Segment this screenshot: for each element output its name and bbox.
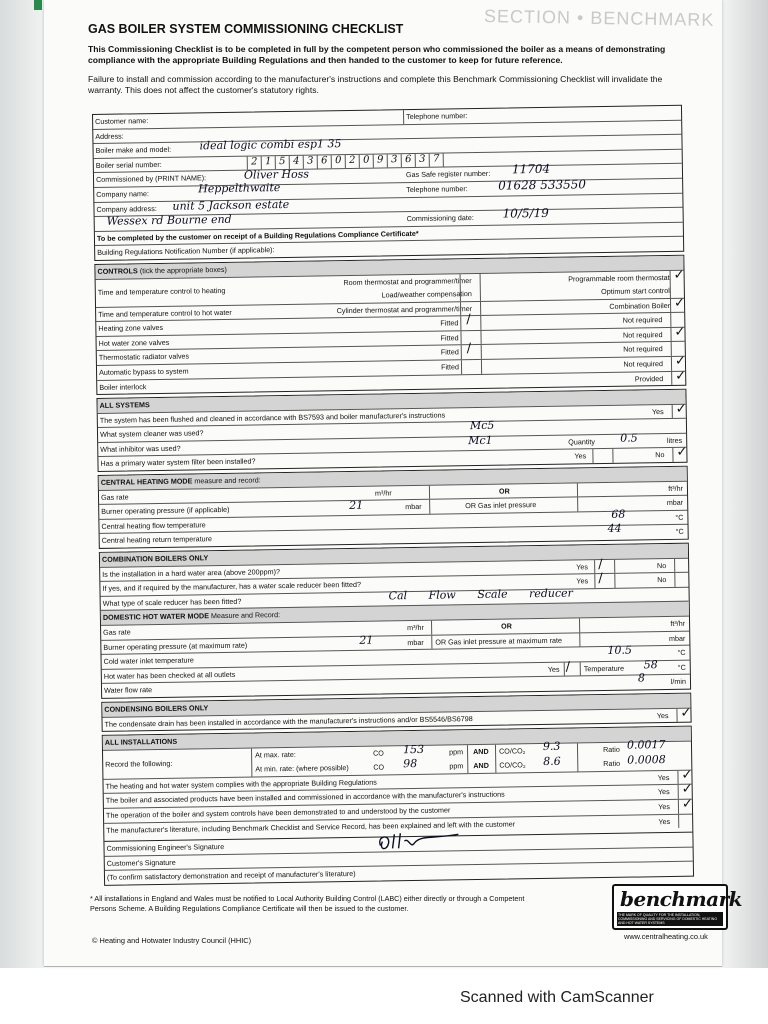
flow-rate-value: 8 [637,671,646,685]
flushed-label: The system has been flushed and cleaned in accordance with BS7593 and boiler manufacturer's instructions [99,410,446,425]
commissioned-by-value: Oliver Hoss [243,167,310,182]
controls-section [94,255,686,395]
cleaner-value: Mc5 [469,419,495,433]
telephone-label: Telephone number: [406,111,468,122]
customer-signature-label: Customer's Signature [106,857,176,868]
serial-digit: 3 [415,153,429,166]
tick-mark: ✓ [674,324,686,340]
mbar-unit: mbar [668,633,686,643]
dhw-header: DOMESTIC HOT WATER MODE [102,611,210,623]
degc-unit: °C [677,662,686,672]
flow-temp-value: 68 [611,507,626,521]
serial-digit: 3 [303,155,317,168]
or-text: OR [498,486,510,496]
tick-mark: ✓ [675,368,687,384]
yes-option: Yes [651,406,664,416]
room-thermostat-option: Room thermostat and programmer/timer [343,275,472,287]
max-co-value: 153 [402,742,425,756]
tick-mark: ✓ [680,705,692,721]
installations-header: ALL INSTALLATIONS [104,736,178,748]
yes-option: Yes [657,772,670,782]
scale-reducer-label: If yes, and if required by the manufacturer, has a water scale reducer been fitted? [102,580,361,594]
company-address-line1: unit 5 Jackson estate [172,197,290,213]
copyright: © Heating and Hotwater Industry Council (HHIC) [92,936,252,945]
all-systems-section [96,389,687,472]
bypass-label: Automatic bypass to system [98,366,189,377]
no-option: No [656,560,667,570]
mbar-unit: mbar [666,498,684,508]
tick-mark: ✓ [681,781,693,798]
fitted-option: Fitted [440,347,459,357]
max-co2-value: 9.3 [542,739,561,753]
combination-section [99,543,691,699]
tick-mark: / [598,571,603,587]
green-binder-strip [34,0,42,10]
or-text: OR [501,621,512,631]
yes-option: Yes [658,801,671,812]
fitted-option: Fitted [440,362,460,372]
logo-strapline: THE MARK OF QUALITY FOR THE INSTALLATION, COMMISSIONING AND SERVICING OF DOMESTIC HEATING AND HOT WATER SYSTEMS [617,912,723,926]
return-temp-value: 44 [607,522,622,536]
fitted-option: Fitted [440,318,459,328]
cold-inlet-label: Cold water inlet temperature [103,655,194,667]
flow-temp-label: Central heating flow temperature [101,520,206,531]
and-text: AND [472,746,489,756]
tick-mark: ✓ [673,295,686,311]
ppm-unit: ppm [448,747,464,757]
customer-name-label: Customer name: [95,116,149,126]
min-ratio-value: 0.0008 [627,752,666,767]
yes-option: Yes [574,451,587,461]
controls-header-note: (tick the appropriate boxes) [137,264,227,276]
serial-digit: 2 [345,155,359,168]
serial-digit: 0 [359,154,373,167]
page-edge [44,966,722,967]
ppm-unit: ppm [449,760,464,771]
co-label: CO [373,762,385,772]
m3hr-unit: m³/hr [407,622,424,633]
quantity-value: 0.5 [620,431,638,445]
tick-mark: ✓ [674,353,686,369]
tick-mark: / [565,659,571,675]
ch-header-note: measure and record: [192,475,261,486]
min-co2-value: 8.6 [543,754,561,768]
ch-header: CENTRAL HEATING MODE [100,476,193,487]
company-name-label: Company name: [96,189,150,199]
bleed-through-watermark: SECTION • BENCHMARK [483,5,715,31]
heating-zone-label: Heating zone valves [98,323,164,334]
logo-wordmark: benchmark [620,887,742,911]
interlock-label: Boiler interlock [99,381,147,392]
ratio-label: Ratio [603,758,621,768]
serial-digit: 5 [275,156,289,169]
company-telephone-value: 01628 533550 [498,177,587,193]
no-option: No [657,575,667,585]
cleaner-label: What system cleaner was used? [99,428,204,440]
combination-boiler-option: Combination Boiler [609,300,671,311]
dhw-burner-label: Burner operating pressure (at maximum rate) [103,640,248,652]
max-rate-label: At max. rate: [255,749,296,760]
co-label: CO [372,748,384,758]
serial-digit: 9 [373,154,387,167]
dhw-gas-rate-label: Gas rate [103,627,131,637]
ch-burner-value: 21 [349,499,364,513]
yes-option: Yes [547,664,560,674]
company-address-label: Company address: [96,203,157,214]
operation-label: The operation of the boiler and system controls have been demonstrated to and understood by the customer [105,805,451,820]
yes-option: Yes [576,561,588,572]
record-label: Record the following: [105,758,173,769]
tick-mark: ✓ [676,445,688,461]
serial-digit: 4 [289,155,303,168]
checklist-form [92,105,694,889]
return-temp-label: Central heating return temperature [101,534,213,546]
mbar-unit: mbar [405,502,422,512]
company-name-value: Heppelthwaite [198,181,281,196]
condensing-section [101,693,691,732]
not-required-option: Not required [623,344,663,354]
serial-digit: 7 [429,153,444,166]
mbar-unit: mbar [407,637,424,647]
engineer-signature-label: Commissioning Engineer's Signature [106,842,225,853]
degc-unit: °C [675,527,684,537]
warranty-paragraph: Failure to install and commission according to the manufacturer's instructions and complete this Benchmark Commissioning Checklist will invalidate the warranty. This does not affect the customer's statutory rights. [88,74,663,95]
condensate-label: The condensate drain has been installed in accordance with the manufacturer's instructions and/or BS5546/BS6798 [104,713,473,729]
hard-water-label: Is the installation in a hard water area (above 200ppm)? [102,566,281,579]
dhw-header-note: Measure and Record: [208,610,281,621]
website: www.centralheating.co.uk [624,932,708,941]
serial-digit: 3 [387,154,401,167]
company-telephone-label: Telephone number: [406,184,468,195]
not-required-option: Not required [623,358,664,369]
ch-gas-rate-label: Gas rate [100,492,129,502]
ft3hr-unit: ft³/hr [670,618,686,628]
ft3hr-unit: ft³/hr [668,483,684,493]
tick-mark: / [466,312,471,328]
ch-burner-label: Burner operating pressure (if applicable) [101,505,230,517]
page-title: GAS BOILER SYSTEM COMMISSIONING CHECKLIST [88,22,404,36]
yes-option: Yes [657,787,670,797]
benchmark-logo [612,884,742,930]
details-section [92,105,684,261]
cylinder-thermostat-option: Cylinder thermostat and programmer/timer [336,303,473,315]
notification-number-label: Building Regulations Notification Number (if applicable): [97,245,275,258]
co-co2-label: CO/CO₂ [499,760,526,770]
time-temp-hw-label: Time and temperature control to hot water [98,307,232,319]
degc-unit: °C [677,647,686,658]
all-installations-section [102,726,694,886]
address-label: Address: [95,131,124,141]
load-weather-option: Load/weather compensation [381,288,472,300]
serial-digit: 1 [261,156,275,169]
programmable-option: Programmable room thermostat [568,272,670,284]
temperature-value: 58 [643,657,658,672]
serial-label: Boiler serial number: [95,159,162,170]
confirm-label: (To confirm satisfactory demonstration and receipt of manufacturer's literature) [106,869,356,883]
quantity-label: Quantity [568,437,596,447]
intro-paragraph: This Commissioning Checklist is to be completed in full by the competent person who commissioned the boiler as a means of demonstrating compliance with the appropriate Building Regulations and then handed to the customer to keep for future reference. [88,44,666,65]
serial-digit: 6 [401,154,415,167]
tick-mark: ✓ [673,267,685,283]
serial-digit: 6 [317,155,331,168]
tick-mark: / [466,341,472,357]
no-option: No [655,450,665,460]
optimum-option: Optimum start control [601,285,670,296]
max-ratio-value: 0.0017 [626,737,666,752]
scanner-caption: Scanned with CamScanner [460,989,654,1006]
make-model-value: ideal logic combi esp1 35 [199,137,342,153]
cold-inlet-value: 10.5 [607,643,633,658]
scale-type-label: What type of scale reducer has been fitted? [102,596,242,608]
company-address-line2: Wessex rd Bourne end [106,212,232,228]
installed-label: The boiler and associated products have been installed and commissioned in accordance with the manufacturer's instructions [105,789,505,806]
tick-mark: / [598,556,603,572]
yes-option: Yes [576,576,589,586]
commissioned-by-label: Commissioned by (PRINT NAME): [95,173,207,185]
hw-checked-label: Hot water has been checked at all outlets [103,669,236,681]
gas-safe-value: 11704 [511,162,551,177]
lmin-unit: l/min [670,677,687,687]
temperature-label: Temperature [583,663,625,674]
condensing-header: CONDENSING BOILERS ONLY [104,703,209,714]
not-required-option: Not required [622,329,663,340]
degc-unit: °C [675,512,684,522]
scan-background-right [722,0,768,968]
gas-inlet-max-label: OR Gas inlet pressure at maximum rate [435,635,563,647]
fitted-option: Fitted [440,332,459,343]
yes-option: Yes [658,816,671,826]
commissioning-date-value: 10/5/19 [502,205,549,221]
make-model-label: Boiler make and model: [95,144,172,156]
flow-rate-label: Water flow rate [103,685,153,696]
footnote: * All installations in England and Wales must be notified to Local Authority Building Control (LABC) either directly or through a Competent Persons Scheme. A Building Regulations Compliance Certificate will then be issued to the customer. [90,894,525,913]
provided-option: Provided [634,373,664,384]
litres-unit: litres [666,435,683,445]
tick-mark: ✓ [675,401,687,417]
gas-safe-label: Gas Safe register number: [405,169,491,180]
co-co2-label: CO/CO₂ [498,746,526,756]
scan-background-left [0,0,44,968]
combi-header: COMBINATION BOILERS ONLY [101,553,209,564]
commissioning-date-label: Commissioning date: [406,213,474,224]
all-systems-header: ALL SYSTEMS [99,400,150,411]
central-heating-section [98,466,689,549]
gas-inlet-label: OR Gas inlet pressure [465,500,537,511]
min-co-value: 98 [403,756,418,770]
serial-digit: 2 [247,156,261,169]
inhibitor-label: What inhibitor was used? [100,443,181,454]
inhibitor-value: Mc1 [468,433,493,448]
trv-label: Thermostatic radiator valves [98,351,190,363]
and-text: AND [473,760,489,770]
not-required-option: Not required [622,315,663,325]
checklist-sheet [44,0,742,966]
scale-type-value: Cal Flow Scale reducer [388,586,573,603]
customer-note: To be completed by the customer on receipt of a Building Regulations Compliance Certificate* [96,228,419,243]
time-temp-heating-label: Time and temperature control to heating [97,285,226,297]
tick-mark: ✓ [681,796,693,812]
m3hr-unit: m³/hr [374,487,392,498]
tick-mark: ✓ [681,767,693,783]
ratio-label: Ratio [602,744,620,754]
literature-label: The manufacturer's literature, including Benchmark Checklist and Service Record, has been explained and left with the customer [106,818,516,835]
controls-header: CONTROLS [97,266,138,276]
yes-option: Yes [656,710,669,720]
hw-zone-label: Hot water zone valves [98,337,170,348]
filter-label: Has a primary water system filter been installed? [100,456,256,469]
complies-label: The heating and hot water system complies with the appropriate Building Regulations [105,777,377,791]
serial-digit: 0 [331,155,345,168]
min-rate-label: At min. rate: (where possible) [255,762,349,774]
dhw-burner-value: 21 [359,633,374,647]
